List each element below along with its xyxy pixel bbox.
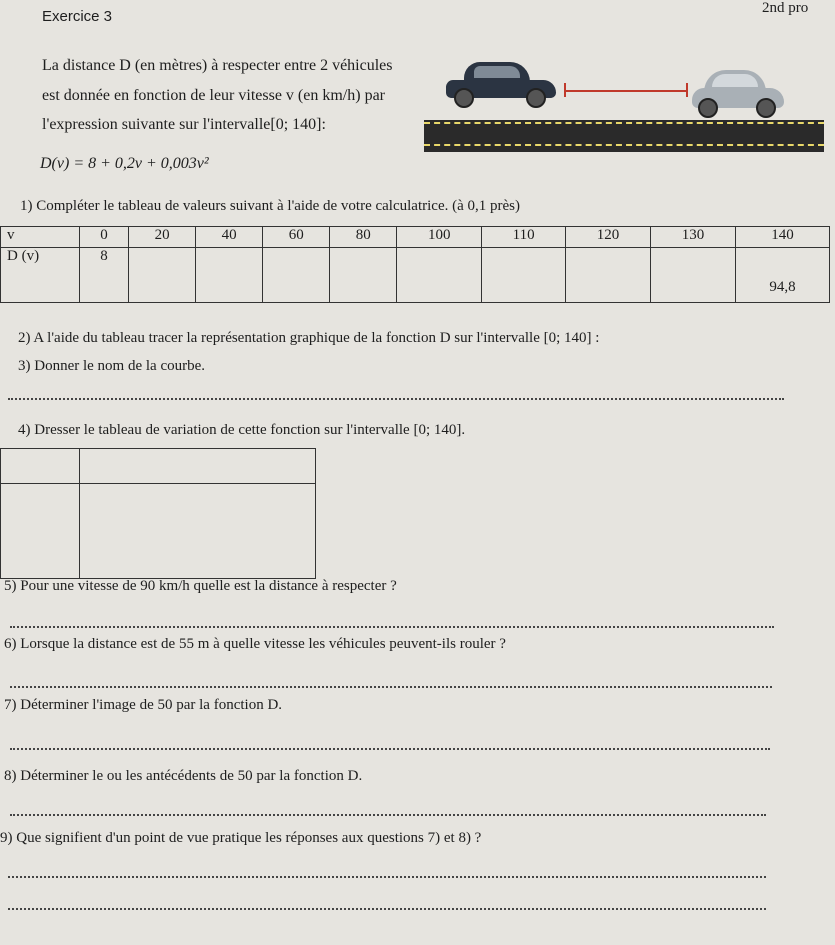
question-1: 1) Compléter le tableau de valeurs suivant à l'aide de votre calculatrice. (à 0,1 près)	[20, 198, 520, 214]
question-6: 6) Lorsque la distance est de 55 m à quelle vitesse les véhicules peuvent-ils rouler ?	[4, 636, 506, 652]
v-cell: 40	[196, 227, 263, 248]
values-table	[0, 226, 830, 303]
table-row-d	[1, 248, 830, 303]
variation-row-x	[1, 449, 316, 484]
v-cell: 130	[650, 227, 735, 248]
question-5: 5) Pour une vitesse de 90 km/h quelle est la distance à respecter ?	[4, 578, 397, 594]
d-cell	[330, 248, 397, 303]
silver-car-icon	[692, 70, 784, 118]
d-cell	[397, 248, 482, 303]
question-7: 7) Déterminer l'image de 50 par la fonction D.	[4, 697, 283, 713]
v-cell: 0	[80, 227, 129, 248]
row-label-v: v	[1, 227, 80, 248]
question-8: 8) Déterminer le ou les antécédents de 50 par la fonction D.	[4, 768, 363, 784]
v-cell: 110	[482, 227, 566, 248]
exercise-title: Exercice 3	[42, 8, 113, 25]
formula: D(v) = 8 + 0,2v + 0,003v²	[40, 155, 209, 172]
v-cell: 100	[397, 227, 482, 248]
answer-line	[10, 686, 772, 688]
row-label-d: D (v)	[1, 248, 80, 303]
question-3: 3) Donner le nom de la courbe.	[18, 358, 206, 374]
class-level: 2nd pro	[762, 0, 809, 16]
d-cell	[129, 248, 196, 303]
v-cell: 80	[330, 227, 397, 248]
v-cell: 140	[735, 227, 829, 248]
intro-line-3: l'expression suivante sur l'intervalle[0; 140]:	[42, 116, 326, 133]
dark-car-icon	[446, 62, 556, 106]
intro-line-2: est donnée en fonction de leur vitesse v (en km/h) par	[42, 87, 385, 104]
answer-line	[10, 626, 774, 628]
road	[424, 120, 824, 152]
road-marking	[424, 122, 824, 124]
question-9: 9) Que signifient d'un point de vue pratique les réponses aux questions 7) et 8) ?	[0, 830, 482, 846]
answer-line	[10, 814, 766, 816]
road-marking	[424, 144, 824, 146]
d-cell: 94,8	[735, 248, 829, 303]
two-cars-on-road-icon	[424, 56, 824, 152]
v-cell: 120	[565, 227, 650, 248]
answer-line	[10, 748, 770, 750]
d-cell	[263, 248, 330, 303]
d-cell	[196, 248, 263, 303]
variation-table	[0, 448, 316, 579]
intro-line-1: La distance D (en mètres) à respecter entre 2 véhicules	[42, 57, 393, 74]
d-cell	[565, 248, 650, 303]
v-cell: 60	[263, 227, 330, 248]
distance-arrow	[564, 90, 688, 92]
d-cell	[482, 248, 566, 303]
distance-arrow-tick	[564, 83, 566, 97]
variation-row-f	[1, 484, 316, 579]
question-2: 2) A l'aide du tableau tracer la représentation graphique de la fonction D sur l'intervalle [0; 140] :	[18, 330, 600, 346]
distance-arrow-tick	[686, 83, 688, 97]
answer-line	[8, 876, 766, 878]
answer-line	[8, 908, 766, 910]
answer-line	[8, 398, 784, 400]
v-cell: 20	[129, 227, 196, 248]
d-cell	[650, 248, 735, 303]
table-row-v	[1, 227, 830, 248]
d-cell: 8	[80, 248, 129, 303]
question-4: 4) Dresser le tableau de variation de cette fonction sur l'intervalle [0; 140].	[18, 422, 466, 438]
